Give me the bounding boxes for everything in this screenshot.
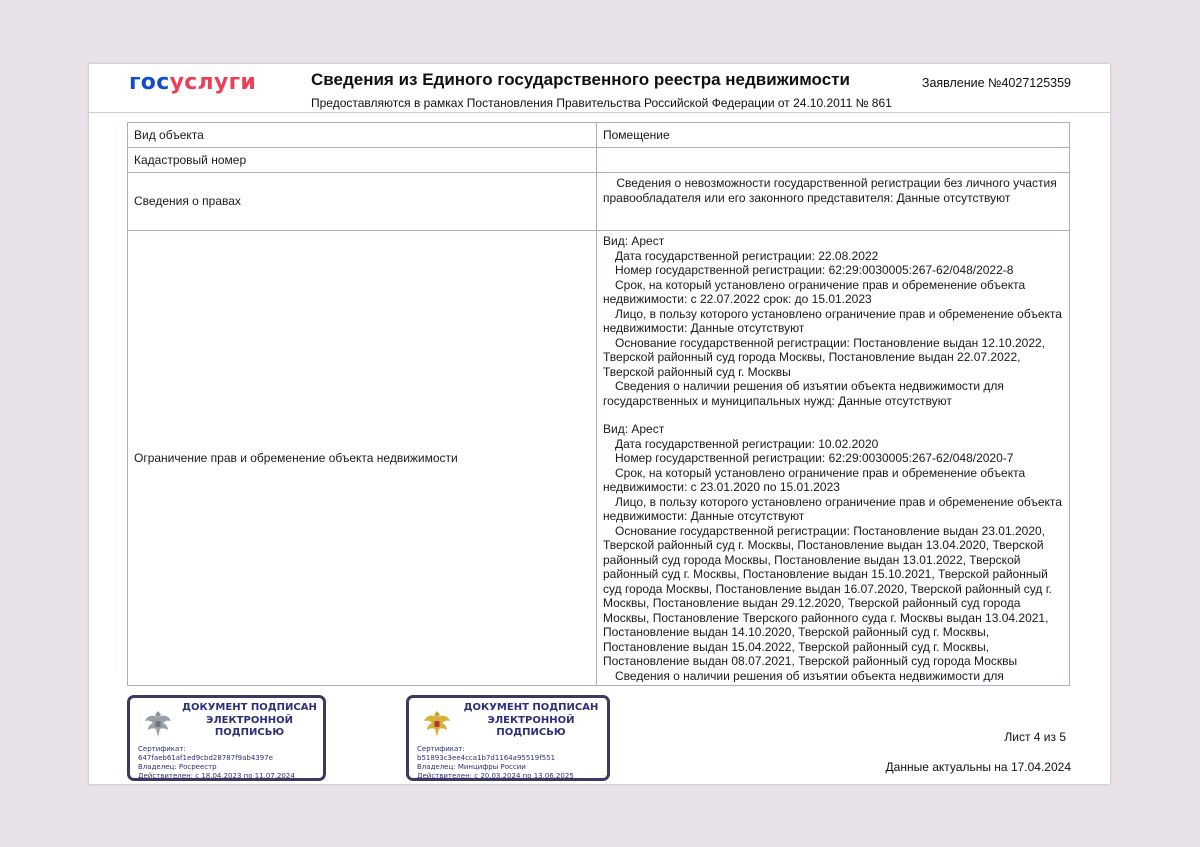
entry-reg-number: Номер государственной регистрации: 62:29:0030005:267-62/048/2020-7 bbox=[615, 451, 1014, 465]
document-title: Сведения из Единого государственного реестра недвижимости bbox=[311, 70, 850, 89]
application-number: Заявление №4027125359 bbox=[921, 76, 1071, 90]
signature-stamp-rosreestr bbox=[127, 695, 326, 781]
stamp-certificate: Сертификат: b51893c3ee4cca1b7d1164a95519f551 bbox=[417, 745, 556, 762]
restriction-entry bbox=[603, 422, 1063, 682]
stamp-owner: Владелец: Росреестр bbox=[138, 763, 217, 771]
entry-reg-date: Дата государственной регистрации: 22.08.2022 bbox=[615, 248, 879, 263]
document-subtitle: Предоставляются в рамках Постановления Правительства Российской Федерации от 24.10.2011 № 861 bbox=[311, 96, 892, 110]
entry-kind: Вид: Арест bbox=[603, 422, 665, 436]
stamp-valid: Действителен: с 18.04.2023 по 11.07.2024 bbox=[138, 772, 295, 780]
entry-basis: Основание государственной регистрации: Постановление выдан 23.01.2020, Тверской районный суд г. Москвы, Постановление выдан 13.04.2020, Тверской районный суд города Москвы, Постановление выдан 13.01.2022, Тверской районный суд г. Москвы, Постановление выдан 15.10.2021, Тверской районный суд города Москвы, Постановление выдан 16.07.2020, Тверской районный суд г. Москвы, Постановление выдан 29.12.2020, Тверской районный суд города Москвы, Постановление Тверского районного суда г. Москвы выдан 13.04.2021, Постановление выдан 14.10.2020, Тверской районный суд г. Москвы, Постановление выдан 15.04.2022, Тверской районный суд г. Москвы, Постановление выдан 08.07.2021, Тверской районный суд города Москвы bbox=[603, 523, 1052, 668]
row-label: Ограничение прав и обременение объекта недвижимости bbox=[128, 231, 597, 686]
stamp-heading: ДОКУМЕНТ ПОДПИСАН ЭЛЕКТРОННОЙ ПОДПИСЬЮ bbox=[182, 702, 317, 738]
row-value: Сведения о невозможности государственной регистрации без личного участия правообладателя или его законного представителя: Данные отсутствуют bbox=[597, 173, 1070, 231]
table-row-restrictions bbox=[128, 231, 1070, 686]
entry-beneficiary: Лицо, в пользу которого установлено ограничение прав и обременение объекта недвижимости: Данные отсутствуют bbox=[603, 306, 1062, 335]
row-label: Кадастровый номер bbox=[128, 148, 597, 173]
stamp-certificate: Сертификат: 647faeb61af1ed9cbd28787f9ab4397e bbox=[138, 745, 273, 762]
logo-part-gos: гос bbox=[129, 70, 170, 95]
entry-term: Срок, на который установлено ограничение прав и обременение объекта недвижимости: с 23.01.2020 по 15.01.2023 bbox=[603, 465, 1026, 494]
signature-stamp-mintsifry bbox=[406, 695, 610, 781]
row-value: Помещение bbox=[597, 123, 1070, 148]
eagle-emblem-icon bbox=[421, 708, 453, 740]
entry-reg-number: Номер государственной регистрации: 62:29:0030005:267-62/048/2022-8 bbox=[615, 263, 1014, 277]
data-actual-date: Данные актуальны на 17.04.2024 bbox=[885, 760, 1071, 774]
eagle-emblem-icon bbox=[142, 708, 174, 740]
egrn-table bbox=[127, 122, 1070, 686]
restriction-entry bbox=[603, 234, 1063, 408]
entry-seizure: Сведения о наличии решения об изъятии объекта недвижимости для государственных и муниципальных нужд: Данные отсутствуют bbox=[603, 379, 1004, 408]
document-page bbox=[89, 64, 1110, 784]
row-label: Вид объекта bbox=[128, 123, 597, 148]
row-value bbox=[597, 231, 1070, 686]
stamp-heading: ДОКУМЕНТ ПОДПИСАН ЭЛЕКТРОННОЙ ПОДПИСЬЮ bbox=[463, 702, 599, 738]
table-row-object-type bbox=[128, 123, 1070, 148]
header-divider bbox=[89, 112, 1110, 113]
gosuslugi-logo bbox=[129, 70, 256, 95]
sheet-number: Лист 4 из 5 bbox=[1004, 730, 1066, 744]
entry-reg-date: Дата государственной регистрации: 10.02.2020 bbox=[615, 436, 879, 451]
entry-beneficiary: Лицо, в пользу которого установлено ограничение прав и обременение объекта недвижимости: Данные отсутствуют bbox=[603, 494, 1062, 523]
entry-kind: Вид: Арест bbox=[603, 234, 665, 248]
entry-term: Срок, на который установлено ограничение прав и обременение объекта недвижимости: с 22.07.2022 срок: до 15.01.2023 bbox=[603, 277, 1026, 306]
stamp-meta bbox=[138, 745, 319, 781]
logo-part-uslugi: услуги bbox=[169, 70, 257, 95]
entry-basis: Основание государственной регистрации: Постановление выдан 12.10.2022, Тверской районный суд города Москвы, Постановление выдан 22.07.2022, Тверской районный суд г. Москвы bbox=[603, 335, 1045, 379]
entry-seizure: Сведения о наличии решения об изъятии объекта недвижимости для bbox=[615, 668, 1004, 682]
stamp-meta bbox=[417, 745, 603, 781]
stamp-valid: Действителен: с 20.03.2024 по 13.06.2025 bbox=[417, 772, 574, 780]
row-label: Сведения о правах bbox=[128, 173, 597, 231]
table-row-cadastral bbox=[128, 148, 1070, 173]
row-value bbox=[597, 148, 1070, 173]
table-row-rights bbox=[128, 173, 1070, 231]
stamp-owner: Владелец: Минцифры России bbox=[417, 763, 526, 771]
